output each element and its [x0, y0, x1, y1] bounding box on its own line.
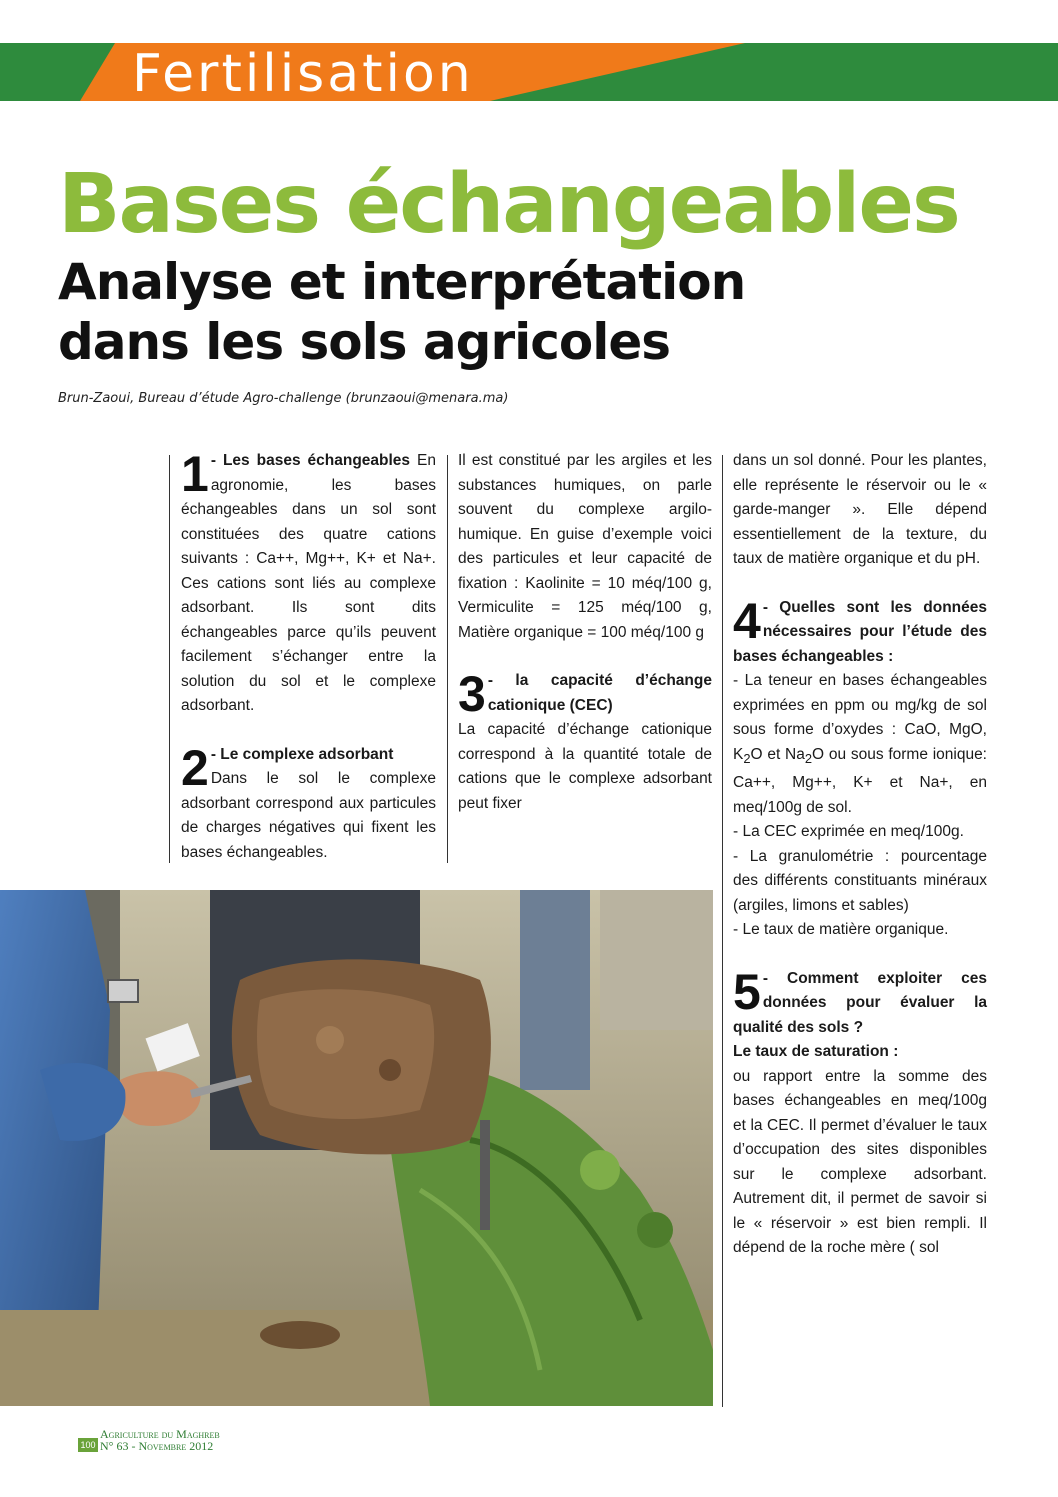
paragraph: Il est constitué par les argiles et les substances humiques, on parle souvent du complexe argilo-humique. En guise d’exemple voici des particules et leur capacité de fixation : Kaolinite = 10 méq/100 g, Vermiculite = 125 méq/100 g, Matière organique = 100 méq/100 g [458, 452, 712, 641]
section-5 [733, 963, 987, 1261]
page-number: 100 [78, 1438, 98, 1452]
section-number: 2 [181, 739, 209, 796]
subheading: Le taux de saturation : [733, 1043, 899, 1061]
section-body: La capacité d’échange cationique correspond à la quantité totale de cations que le complexe adsorbant peut fixer [458, 721, 712, 812]
section-number: 4 [733, 592, 761, 649]
column-rule-1 [169, 455, 170, 863]
subtitle-line-1: Analyse et interprétation [58, 253, 746, 311]
section-4 [733, 592, 987, 943]
section-body: ou rapport entre la somme des bases échangeables en meq/100g et la CEC. Il permet d’évaluer le taux d’occupation des sites disponibles sur le complexe adsorbant. Autrement dit, il permet de savoir si le « réservoir » est bien rempli. Il dépend de la roche mère ( sol [733, 1067, 987, 1257]
section-heading: - Quelles sont les données nécessaires pour l’étude des bases échangeables : [733, 598, 987, 665]
section-number: 1 [181, 446, 209, 502]
article-title: Bases échangeables [58, 157, 959, 252]
column-rule-3 [722, 455, 723, 1407]
section-heading: - Les bases échangeables [210, 452, 411, 469]
section-heading: - la capacité d’échange cationique (CEC) [487, 672, 712, 714]
section-title: Fertilisation [132, 44, 474, 104]
issue-info: N° 63 - Novembre 2012 [100, 1439, 214, 1453]
paragraph: dans un sol donné. Pour les plantes, elle représente le réservoir ou le « garde-manger ». Elle dépend essentiellement de la texture, du taux de matière organique et du pH. [733, 452, 987, 567]
section-body: En agronomie, les bases échangeables dans un sol sont constituées des quatre cations suivants : Ca++, Mg++, K+ et Na+. Ces cations sont liés au complexe adsorbant. Ils sont dits échangeables parce qu’ils peuvent facilement s’échanger entre la solution du sol et le complexe adsorbant. [181, 452, 436, 714]
photo-illustration [0, 890, 713, 1406]
article-subtitle [58, 252, 745, 372]
bullet-item: - La CEC exprimée en meq/100g. [733, 823, 964, 841]
text-column-3 [733, 449, 987, 1261]
section-number: 5 [733, 963, 761, 1020]
text-column-1 [181, 446, 436, 865]
section-body: Dans le sol le complexe adsorbant correspond aux particules de charges négatives qui fixent les bases échangeables. [181, 770, 436, 861]
bullet-item: - La teneur en bases échangeables exprimées en ppm ou mg/kg de sol sous forme d’oxydes : CaO, MgO, $K_2O$ et $Na_2O$ ou sous forme ionique: Ca++, Mg++, K+ et Na+, en meq/100g de sol. [733, 672, 987, 816]
author-byline: Brun-Zaoui, Bureau d’étude Agro-challenge (brunzaoui@menara.ma) [58, 391, 509, 406]
magazine-name: Agriculture du Maghreb [100, 1427, 220, 1441]
section-banner [0, 43, 1058, 104]
section-3 [458, 666, 712, 816]
section-1 [181, 446, 436, 719]
bullet-item: - Le taux de matière organique. [733, 921, 949, 939]
text-column-2 [458, 449, 712, 816]
section-heading: - Comment exploiter ces données pour évaluer la qualité des sols ? [733, 969, 987, 1036]
section-number: 3 [458, 666, 486, 722]
section-heading: - Le complexe adsorbant [210, 745, 394, 763]
section-2 [181, 739, 436, 866]
subtitle-line-2: dans les sols agricoles [58, 313, 671, 371]
column-rule-2 [447, 455, 448, 863]
bullet-item: - La granulométrie : pourcentage des différents constituants minéraux (argiles, limons et sables) [733, 847, 987, 914]
soil-sample-photo [0, 890, 713, 1406]
